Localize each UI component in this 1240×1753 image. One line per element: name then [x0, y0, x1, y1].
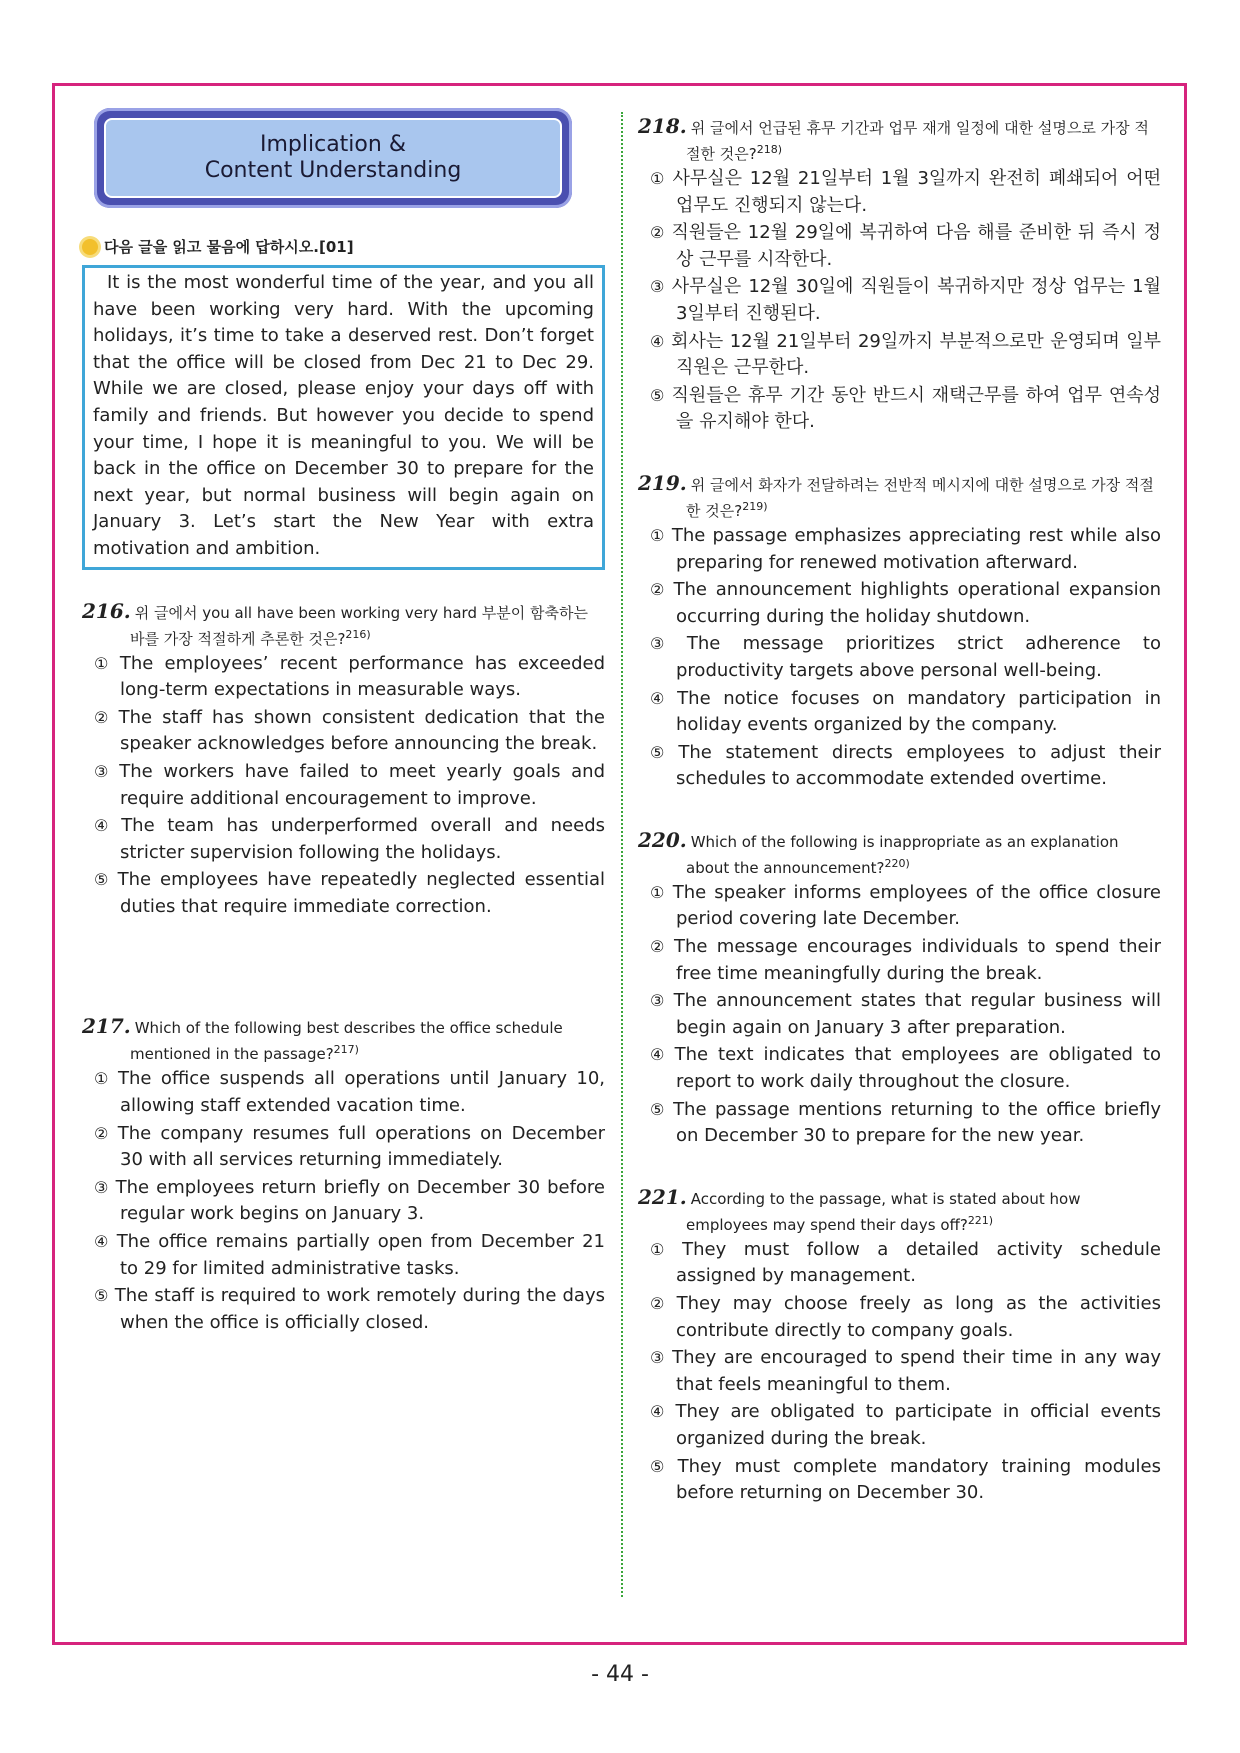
option-mark: ②	[94, 707, 113, 727]
answer-option[interactable]	[82, 813, 605, 866]
option-mark: ⑤	[94, 870, 112, 890]
instruction	[82, 236, 605, 257]
answer-option[interactable]	[638, 934, 1161, 987]
option-mark: ③	[650, 634, 681, 654]
option-mark: ⑤	[94, 1286, 109, 1306]
option-text: The employees have repeatedly neglected essential duties that require immediate correction.	[117, 869, 606, 917]
option-mark: ⑤	[650, 742, 673, 762]
option-mark: ⑤	[650, 385, 666, 405]
option-text: The employees’ recent performance has exceeded long-term expectations in measurable ways.	[119, 652, 605, 701]
question-number: 221.	[638, 1184, 687, 1209]
option-text: The passage emphasizes appreciating rest while also preparing for renewed motivation afterward.	[671, 524, 1162, 573]
answer-option[interactable]	[638, 1291, 1161, 1344]
option-text: The employees return briefly on December 30 before regular work begins on January 3.	[115, 1176, 605, 1225]
question-text: 위 글에서 you all have been working very hard 부분이 함축하는 바를 가장 적절하게 추론한 것은?	[130, 603, 588, 648]
answer-option[interactable]	[638, 1097, 1161, 1150]
option-text: They are encouraged to spend their time in any way that feels meaningful to them.	[672, 1347, 1162, 1395]
option-text: The office suspends all operations until January 10, allowing staff extended vacation time.	[118, 1068, 606, 1117]
answer-option[interactable]	[638, 631, 1161, 684]
option-mark: ②	[650, 580, 668, 600]
question-216	[82, 600, 605, 921]
question-stem	[638, 472, 1161, 522]
option-mark: ④	[650, 331, 666, 351]
answer-option[interactable]	[638, 220, 1161, 273]
option-mark: ①	[650, 882, 667, 902]
option-mark: ①	[650, 169, 667, 188]
answer-option[interactable]	[82, 867, 605, 920]
option-text: 직원들은 휴무 기간 동안 반드시 재택근무를 하여 업무 연속성을 유지해야 한다.	[671, 384, 1161, 433]
option-text: The speaker informs employees of the office closure period covering late December.	[672, 881, 1162, 930]
option-text: The notice focuses on mandatory participation in holiday events organized by the company.	[676, 687, 1161, 736]
question-stem	[638, 115, 1161, 165]
option-text: The company resumes full operations on December 30 with all services returning immediately.	[117, 1122, 605, 1171]
answer-option[interactable]	[82, 1229, 605, 1282]
reading-passage: It is the most wonderful time of the year, and you all have been working very hard. With the upcoming holidays, it’s time to take a deserved rest. Don’t forget that the office will be closed from Dec 21 to Dec 29. While we are closed, please enjoy your days off with family and friends. But however you decide to spend your time, I hope it is meaningful to you. We will be back in the office on December 30 to prepare for the next year, but normal business will begin again on January 3. Let’s start the New Year with extra motivation and ambition.	[82, 265, 605, 570]
option-mark: ④	[650, 1402, 670, 1422]
option-text: The workers have failed to meet yearly goals and require additional encouragement to improve.	[119, 760, 606, 809]
option-text: The staff is required to work remotely during the days when the office is officially closed.	[114, 1285, 605, 1333]
footnote-ref: 216)	[345, 627, 371, 641]
flower-icon	[82, 239, 98, 255]
answer-option[interactable]	[82, 1066, 605, 1119]
question-text: 위 글에서 화자가 전달하려는 전반적 메시지에 대한 설명으로 가장 적절한 것은?	[686, 475, 1154, 520]
question-text: 위 글에서 언급된 휴무 기간과 업무 재개 일정에 대한 설명으로 가장 적절한 것은?	[686, 119, 1149, 163]
answer-option[interactable]	[82, 651, 605, 704]
answer-option[interactable]	[638, 686, 1161, 739]
option-text: They are obligated to participate in official events organized during the break.	[675, 1401, 1161, 1449]
question-number: 216.	[82, 598, 131, 623]
option-mark: ①	[94, 653, 114, 673]
section-banner	[94, 108, 572, 208]
answer-option[interactable]	[638, 880, 1161, 933]
option-text: 직원들은 12월 29일에 복귀하여 다음 해를 준비한 뒤 즉시 정상 근무를 시작한다.	[671, 222, 1162, 270]
footnote-ref: 217)	[333, 1043, 359, 1057]
answer-option[interactable]	[82, 1121, 605, 1174]
answer-option[interactable]	[638, 1237, 1161, 1290]
option-mark: ③	[650, 1348, 667, 1368]
option-text: 사무실은 12월 21일부터 1월 3일까지 완전히 폐쇄되어 어떤 업무도 진행되지 않는다.	[672, 168, 1161, 216]
question-stem	[638, 1186, 1161, 1236]
option-text: The text indicates that employees are obligated to report to work daily throughout the closure.	[674, 1044, 1162, 1093]
option-text: The statement directs employees to adjust their schedules to accommodate extended overtime.	[676, 741, 1162, 790]
question-text: According to the passage, what is stated about how employees may spend their days off?	[686, 1189, 1081, 1234]
question-number: 218.	[638, 114, 687, 138]
footnote-ref: 218)	[756, 143, 782, 156]
option-text: 사무실은 12월 30일에 직원들이 복귀하지만 정상 업무는 1월 3일부터 진행된다.	[671, 276, 1161, 324]
answer-option[interactable]	[638, 1399, 1161, 1452]
footnote-ref: 221)	[967, 1213, 994, 1227]
answer-option[interactable]	[638, 383, 1161, 436]
option-mark: ①	[650, 525, 666, 545]
option-mark: ③	[94, 1177, 110, 1197]
option-mark: ②	[650, 1294, 671, 1313]
option-text: The team has underperformed overall and needs stricter supervision following the holidays.	[120, 815, 605, 863]
answer-option[interactable]	[638, 274, 1161, 327]
question-221	[638, 1186, 1161, 1507]
question-number: 217.	[82, 1014, 131, 1039]
answer-option[interactable]	[638, 1042, 1161, 1095]
option-text: The office remains partially open from December 21 to 29 for limited administrative tasks.	[116, 1231, 606, 1279]
question-number: 220.	[638, 827, 687, 852]
option-mark: ④	[94, 816, 116, 836]
answer-option[interactable]	[638, 166, 1161, 219]
question-219	[638, 472, 1161, 793]
answer-option[interactable]	[638, 1345, 1161, 1398]
question-stem	[82, 1015, 605, 1065]
answer-option[interactable]	[82, 1175, 605, 1228]
option-text: 회사는 12월 21일부터 29일까지 부분적으로만 운영되며 일부 직원은 근무한다.	[671, 330, 1162, 379]
question-text: Which of the following best describes the office schedule mentioned in the passage?	[130, 1019, 563, 1064]
option-text: The message encourages individuals to spend their free time meaningfully during the break.	[673, 936, 1161, 984]
option-mark: ③	[650, 277, 666, 297]
option-mark: ③	[650, 991, 668, 1011]
option-text: They must follow a detailed activity schedule assigned by management.	[676, 1238, 1162, 1287]
option-text: They must complete mandatory training modules before returning on December 30.	[676, 1455, 1162, 1504]
column-divider	[621, 112, 623, 1597]
footnote-ref: 219)	[742, 499, 768, 513]
option-mark: ①	[94, 1069, 113, 1089]
answer-option[interactable]	[638, 523, 1161, 576]
question-number: 219.	[638, 470, 687, 495]
option-mark: ③	[94, 761, 114, 781]
question-218	[638, 115, 1161, 436]
left-column	[82, 108, 605, 1336]
right-column	[638, 115, 1161, 1507]
option-mark: ⑤	[650, 1099, 668, 1119]
answer-option[interactable]	[638, 577, 1161, 630]
option-text: They may choose freely as long as the activities contribute directly to company goals.	[676, 1293, 1161, 1341]
option-text: The announcement highlights operational expansion occurring during the holiday shutdown.	[673, 579, 1161, 627]
option-text: The message prioritizes strict adherence to productivity targets above personal well-being.	[676, 633, 1161, 681]
option-text: The staff has shown consistent dedication that the speaker acknowledges before announcing the break.	[118, 706, 606, 755]
option-mark: ④	[650, 688, 672, 708]
option-mark: ②	[650, 937, 668, 957]
option-mark: ②	[94, 1123, 112, 1143]
answer-option[interactable]	[638, 988, 1161, 1041]
answer-option[interactable]	[82, 1283, 605, 1336]
answer-option[interactable]	[638, 740, 1161, 793]
question-stem	[638, 829, 1161, 879]
question-text: Which of the following is inappropriate as an explanation about the announcement?	[686, 832, 1119, 877]
instruction-text: 다음 글을 읽고 물음에 답하시오.[01]	[104, 238, 354, 256]
footnote-ref: 220)	[884, 856, 910, 870]
option-text: The passage mentions returning to the office briefly on December 30 to prepare for the new year.	[673, 1098, 1161, 1147]
option-mark: ④	[94, 1232, 111, 1252]
answer-option[interactable]	[82, 759, 605, 812]
section-banner-inner	[104, 118, 562, 198]
answer-option[interactable]	[638, 329, 1161, 382]
section-title: Implication & Content Understanding	[204, 132, 462, 183]
question-stem	[82, 600, 605, 650]
option-mark: ②	[650, 223, 666, 243]
option-text: The announcement states that regular business will begin again on January 3 after preparation.	[673, 990, 1161, 1038]
option-mark: ①	[650, 1239, 677, 1259]
question-220	[638, 829, 1161, 1150]
option-mark: ④	[650, 1045, 669, 1065]
option-mark: ⑤	[650, 1456, 672, 1476]
answer-option[interactable]	[82, 705, 605, 758]
answer-option[interactable]	[638, 1454, 1161, 1507]
page-number: - 44 -	[591, 1662, 649, 1687]
question-217	[82, 1015, 605, 1336]
